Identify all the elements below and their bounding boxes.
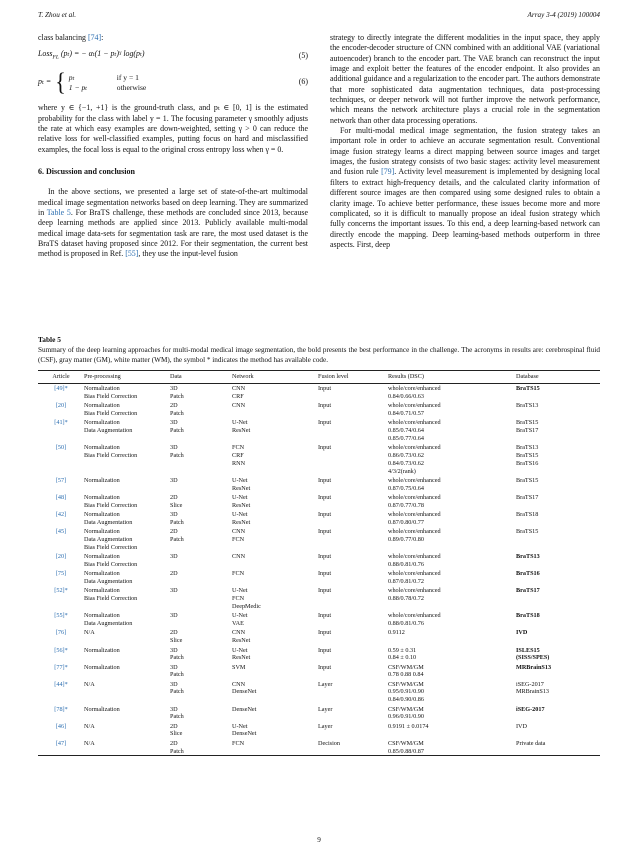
table-cell-pre: Normalization Data Augmentation xyxy=(84,511,133,527)
text-run: , they use the input-level fusion xyxy=(138,249,238,259)
text-run: For multi-modal medical image segmentation, the fusion strategy takes an important role in order to achieve an accurate segmentation result. Conventional image fusion strategy learns a direct mapping between source images and target images, the fusion strategy consists of two basic stages: activity level measurement and fusion rule xyxy=(330,126,600,177)
table-row xyxy=(38,476,600,493)
table-cell-net: DenseNet xyxy=(232,705,257,713)
table-cell-data: 3D Patch xyxy=(170,663,184,679)
table-cell-db: ISLES15 (SISS/SPES) xyxy=(516,646,550,662)
paragraph xyxy=(330,126,600,250)
table-cell-db: BraTS13 xyxy=(516,402,539,410)
column-header: Data xyxy=(170,373,182,380)
table-row xyxy=(38,721,600,738)
table-cell-res: 0.9191 ± 0.0174 xyxy=(388,722,429,730)
table-cell-db: Private data xyxy=(516,739,546,747)
article-ref-link[interactable]: [49]* xyxy=(54,385,68,393)
table-cell-data: 3D Patch xyxy=(170,419,184,435)
table-cell-db: iSEG-2017 xyxy=(516,705,545,713)
table-cell-pre: N/A xyxy=(84,629,95,637)
table-cell-net: CNN FCN xyxy=(232,528,246,544)
table-cell-res: whole/core/enhanced 0.84/0.71/0.57 xyxy=(388,402,441,418)
table-cell-fusion: Input xyxy=(318,477,332,485)
table-cell-pre: Normalization Data Augmentation xyxy=(84,612,133,628)
running-header-journal: Array 3-4 (2019) 100004 xyxy=(527,11,600,19)
table-cell-data: 2D Patch xyxy=(170,402,184,418)
table-row xyxy=(38,510,600,527)
table-cell-net: FCN CRF RNN xyxy=(232,444,246,467)
article-ref-link[interactable]: [52]* xyxy=(54,587,68,595)
table-cell-pre: Normalization Data Augmentation xyxy=(84,570,133,586)
table-cell-db: IVD xyxy=(516,629,528,637)
table-cell-fusion: Input xyxy=(318,402,332,410)
table-cell-data: 2D Slice xyxy=(170,722,183,738)
eq6-case1-condition: if y = 1 xyxy=(116,72,139,82)
table-cell-net: CNN xyxy=(232,553,246,561)
text-run: . For BraTS challenge, these methods are concluded since 2013, because deep learning methods are applied since 2013. Publicly available multi-modal medical image data-sets for segmentation task are rare, the most used dataset is the BraTS dataset having proposed since 2012. For their segmentation, the current best method is proposed in Ref. xyxy=(38,208,308,259)
table-cell-fusion: Input xyxy=(318,528,332,536)
table-cell-db: BraTS17 xyxy=(516,494,539,502)
table-cell-res: CSF/WM/GM 0.96/0.91/0.90 xyxy=(388,705,424,721)
table-cell-data: 3D xyxy=(170,477,178,485)
eq6-lhs: pₜ = xyxy=(38,77,52,87)
eq5-rhs: (pₜ) = − αₜ(1 − pₜ)ˠ log(pₜ) xyxy=(58,49,145,59)
table-cell-fusion: Layer xyxy=(318,680,333,688)
table-cell-db: BraTS15 xyxy=(516,477,539,485)
table-cell-res: 0.59 ± 0.31 0.84 ± 0.10 xyxy=(388,646,417,662)
text-run: . Activity level measurement is implemented by designing local filters to extract high-frequency details, and the calculated clarity information of different source images are then compared using some designed rules to obtain a clarity image. To achieve better performance, these issues become more and more complicated, so it is difficult to manually propose an ideal fusion strategy which fully concerns the important issues. To this end, a deep learning-based network can directly encode the mapping. Deep learning-based methods outperform in three aspects. First, deep xyxy=(330,167,600,249)
table-cell-res: whole/core/enhanced 0.88/0.81/0.76 xyxy=(388,553,441,569)
table-row xyxy=(38,586,600,611)
article-ref-link[interactable]: [78]* xyxy=(54,705,68,713)
table-cell-pre: Normalization Bias Field Correction xyxy=(84,553,138,569)
table-cell-net: FCN xyxy=(232,570,245,578)
table-cell-data: 3D xyxy=(170,612,178,620)
article-ref-link[interactable]: [20] xyxy=(55,553,67,561)
table-cell-res: CSF/WM/GM 0.78 0.88 0.84 xyxy=(388,663,424,679)
table-cell-pre: Normalization xyxy=(84,663,120,671)
table-row xyxy=(38,645,600,662)
ref-link[interactable]: [74] xyxy=(87,33,102,42)
table-cell-net: CNN ResNet xyxy=(232,629,251,645)
table-cell-res: whole/core/enhanced 0.84/0.66/0.63 xyxy=(388,385,441,401)
column-header: Pre-processing xyxy=(84,373,121,380)
article-ref-link[interactable]: [75] xyxy=(55,570,67,578)
table-cell-net: SVM xyxy=(232,663,246,671)
table-cell-net: U-Net ResNet xyxy=(232,646,251,662)
table-cell-fusion: Input xyxy=(318,587,332,595)
table-cell-net: CNN xyxy=(232,402,246,410)
eq6-case1-value: pₜ xyxy=(68,72,75,82)
column-header: Database xyxy=(516,373,539,380)
table-cell-pre: Normalization Bias Field Correction xyxy=(84,494,138,509)
page-number: 9 xyxy=(317,836,321,844)
intro-tail: : xyxy=(101,33,104,42)
table-cell-res: whole/core/enhanced 0.85/0.74/0.64 0.85/0.77/0.64 xyxy=(388,419,441,443)
eq6-case2-value: 1 − pₜ xyxy=(68,82,88,92)
table-cell-fusion: Input xyxy=(318,444,332,452)
table-cell-db: BraTS13 BraTS15 BraTS16 xyxy=(516,444,539,467)
table-row xyxy=(38,401,600,418)
table-cell-data: 2D Patch xyxy=(170,528,184,544)
table-cell-data: 3D xyxy=(170,587,178,595)
table-cell-data: 2D Patch xyxy=(170,739,184,755)
table-row xyxy=(38,527,600,552)
table-cell-net: U-Net FCN DeepMedic xyxy=(232,587,261,611)
article-ref-link[interactable]: [20] xyxy=(55,402,67,410)
table-cell-db: MRBrainS13 xyxy=(516,663,552,671)
equation-number: (6) xyxy=(298,77,308,87)
table-cell-db: IVD xyxy=(516,722,527,730)
table-cell-db: BraTS18 xyxy=(516,511,539,519)
table-cell-pre: Normalization Bias Field Correction xyxy=(84,587,138,603)
table-cell-fusion: Input xyxy=(318,663,332,671)
article-ref-link[interactable]: [42] xyxy=(55,511,67,519)
right-column xyxy=(330,33,600,250)
table-cell-data: 3D xyxy=(170,553,178,561)
left-column xyxy=(38,33,308,260)
table-cell-res: 0.9112 xyxy=(388,629,405,637)
table-row xyxy=(38,628,600,645)
table-cell-data: 3D Patch xyxy=(170,385,184,401)
table-cell-net: U-Net ResNet xyxy=(232,477,251,492)
table-cell-res: whole/core/enhanced 0.87/0.75/0.64 xyxy=(388,477,441,492)
table-cell-net: U-Net DenseNet xyxy=(232,722,257,738)
table-title: Table 5 xyxy=(38,335,61,344)
paragraph xyxy=(38,187,308,259)
table-cell-res: CSF/WM/GM 0.85/0.88/0.87 xyxy=(388,739,424,755)
eq6-cases xyxy=(69,73,147,92)
article-ref-link[interactable]: [76] xyxy=(55,629,67,637)
table-cell-res: whole/core/enhanced 0.89/0.77/0.80 xyxy=(388,528,441,544)
table-cell-fusion: Input xyxy=(318,612,332,620)
table-row xyxy=(38,418,600,443)
table-cell-net: U-Net VAE xyxy=(232,612,248,628)
ref-link[interactable]: [79] xyxy=(381,167,395,177)
table-cell-pre: Normalization xyxy=(84,646,120,654)
table-cell-fusion: Input xyxy=(318,511,332,519)
table-row xyxy=(38,384,600,401)
table-cell-net: FCN xyxy=(232,739,245,747)
summary-table xyxy=(38,370,600,756)
table-row xyxy=(38,679,600,704)
table-cell-net: U-Net ResNet xyxy=(232,511,251,527)
table-row xyxy=(38,738,600,755)
table-cell-fusion: Input xyxy=(318,385,332,393)
equation-6 xyxy=(38,67,308,97)
table-cell-fusion: Input xyxy=(318,494,332,502)
table-cell-fusion: Decision xyxy=(318,739,340,747)
table-body xyxy=(38,384,600,757)
table-cell-pre: N/A xyxy=(84,722,95,730)
table-cell-fusion: Input xyxy=(318,570,332,578)
article-ref-link[interactable]: [41]* xyxy=(54,419,68,427)
table-caption: Summary of the deep learning approaches for multi-modal medical image segmentation, the bold presents the best performance in the challenge. The acronyms in results are: cerebrospinal fluid (CSF), gray matter (GM), white matter (WM), the symbol * indicates the method has available code. xyxy=(38,346,600,364)
article-ref-link[interactable]: [57] xyxy=(55,477,67,485)
intro-line xyxy=(38,33,308,43)
table-cell-pre: N/A xyxy=(84,739,95,747)
table-cell-res: CSF/WM/GM 0.95/0.91/0.90 0.84/0.90/0.86 xyxy=(388,680,424,704)
table-cell-data: 3D Patch xyxy=(170,646,184,662)
eq6-case2-condition: otherwise xyxy=(116,82,147,92)
article-ref-link[interactable]: [50] xyxy=(55,444,67,452)
table-cell-net: U-Net ResNet xyxy=(232,494,251,509)
table-ref-link[interactable]: Table 5 xyxy=(46,208,71,218)
table-cell-res: whole/core/enhanced 0.88/0.81/0.76 xyxy=(388,612,441,628)
table-cell-pre: Normalization Bias Field Correction xyxy=(84,385,138,401)
table-cell-res: whole/core/enhanced 0.87/0.77/0.78 xyxy=(388,494,441,509)
ref-link[interactable]: [55] xyxy=(125,249,139,259)
column-header: Results (DSC) xyxy=(388,373,424,380)
table-cell-fusion: Layer xyxy=(318,705,333,713)
table-cell-data: 2D Slice xyxy=(170,629,183,645)
table-cell-pre: Normalization xyxy=(84,705,120,713)
article-ref-link[interactable]: [47] xyxy=(55,739,67,747)
article-ref-link[interactable]: [46] xyxy=(55,722,67,730)
table-cell-data: 3D Patch xyxy=(170,680,184,696)
column-header: Fusion level xyxy=(318,373,349,380)
table-cell-data: 3D Patch xyxy=(170,444,184,460)
table-row xyxy=(38,611,600,628)
table-cell-data: 3D Patch xyxy=(170,705,184,721)
table-cell-fusion: Input xyxy=(318,419,332,427)
article-ref-link[interactable]: [45] xyxy=(55,528,67,536)
table-cell-pre: Normalization xyxy=(84,477,120,485)
article-ref-link[interactable]: [56]* xyxy=(54,646,68,654)
table-cell-pre: Normalization Data Augmentation Bias Field Correction xyxy=(84,528,138,551)
table-cell-fusion: Input xyxy=(318,553,332,561)
table-row xyxy=(38,552,600,569)
brace-symbol: { xyxy=(55,67,66,97)
table-cell-res: whole/core/enhanced 0.88/0.78/0.72 xyxy=(388,587,441,603)
table-row xyxy=(38,569,600,586)
table-row xyxy=(38,704,600,721)
article-ref-link[interactable]: [77]* xyxy=(54,663,68,671)
table-cell-pre: Normalization Bias Field Correction xyxy=(84,402,138,418)
running-header-authors: T. Zhou et al. xyxy=(38,11,77,19)
eq5-sub: FL xyxy=(52,54,59,61)
table-cell-pre: Normalization Data Augmentation xyxy=(84,419,133,435)
table-cell-data: 3D Patch xyxy=(170,511,184,527)
table-cell-data: 2D Slice xyxy=(170,494,183,509)
table-cell-fusion: Input xyxy=(318,646,332,654)
table-cell-pre: N/A xyxy=(84,680,95,688)
table-cell-data: 2D xyxy=(170,570,178,578)
article-ref-link[interactable]: [55]* xyxy=(54,612,68,620)
article-ref-link[interactable]: [48] xyxy=(55,494,67,502)
table-cell-db: BraTS16 xyxy=(516,570,540,578)
table-cell-db: BraTS13 xyxy=(516,553,540,561)
table-cell-res: whole/core/enhanced 0.86/0.73/0.62 0.84/0.73/0.62 4/3/2(rank) xyxy=(388,444,441,475)
text-run: In the above sections, we presented a large set of state-of-the-art multimodal medical image segmentation networks based on deep learning. They are summarized in xyxy=(38,187,308,218)
table-row xyxy=(38,493,600,510)
intro-text: class balancing xyxy=(38,33,88,42)
table-header xyxy=(38,370,600,384)
table-cell-db: iSEG-2017 MRBrainS13 xyxy=(516,680,550,696)
equation-number: (5) xyxy=(298,51,308,61)
table-cell-db: BraTS18 xyxy=(516,612,540,620)
column-header: Article xyxy=(52,373,70,380)
table-cell-fusion: Layer xyxy=(318,722,333,730)
table-row xyxy=(38,443,600,476)
article-ref-link[interactable]: [44]* xyxy=(54,680,68,688)
section-heading: 6. Discussion and conclusion xyxy=(38,166,135,176)
paragraph: strategy to directly integrate the different modalities in the input space, they apply the encoder-decoder structure of CNN combined with an additional VAE (variational autoencoder) branch to the encoder part. The VAE branch can reconstruct the input image and exploit better the features of the encoder endpoint. It also provides an additional guidance and a regularization to the encoder part. The authors demonstrate that more sophisticated data augmentation techniques, data post-processing techniques, or deeper network will not further improve the network performance, which means the network architecture plays a crucial role in the segmentation network than other data processing operations. xyxy=(330,33,600,125)
table-cell-db: BraTS15 BraTS17 xyxy=(516,419,539,435)
table-cell-db: BraTS15 xyxy=(516,385,540,393)
table-cell-db: BraTS15 xyxy=(516,528,539,536)
table-row xyxy=(38,662,600,679)
paragraph: where y ∈ {−1, +1} is the ground-truth class, and pₜ ∈ [0, 1] is the estimated probability for the class with label y = 1. The focusing parameter γ smoothly adjusts the rate at which easy examples are down-weighted, setting γ > 0 can reduce the relative loss for well-classified examples, putting focus on hard and misclassified examples, the focal loss is equal to the original cross entropy loss when γ = 0. xyxy=(38,103,308,154)
table-cell-fusion: Input xyxy=(318,629,332,637)
equation-5 xyxy=(38,49,308,63)
table-cell-db: BraTS17 xyxy=(516,587,540,595)
table-cell-res: whole/core/enhanced 0.87/0.81/0.72 xyxy=(388,570,441,586)
table-cell-net: CNN DenseNet xyxy=(232,680,257,696)
column-header: Network xyxy=(232,373,254,380)
eq5-lhs: Loss xyxy=(38,49,53,59)
table-cell-res: whole/core/enhanced 0.87/0.80/0.77 xyxy=(388,511,441,527)
table-cell-net: U-Net ResNet xyxy=(232,419,251,435)
table-cell-pre: Normalization Bias Field Correction xyxy=(84,444,138,460)
table-cell-net: CNN CRF xyxy=(232,385,246,401)
